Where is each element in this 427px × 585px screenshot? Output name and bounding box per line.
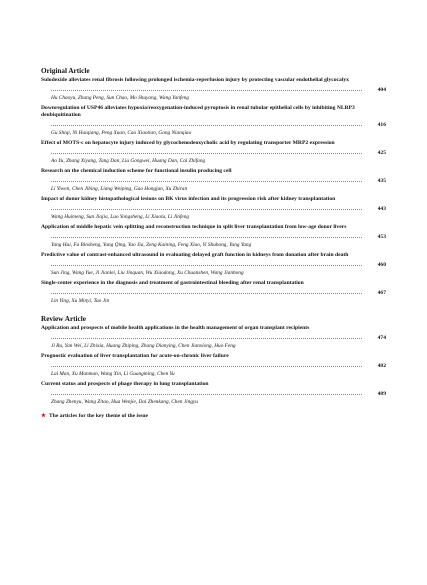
toc-entry[interactable] [41,140,386,165]
dot-leader [51,338,362,339]
article-title[interactable]: Current status and prospects of phage therapy in lung transplantation [41,381,209,387]
article-authors: Ao Yu, Zhang Xiyang, Tang Dan, Liu Gongwei, Huang Dan, Cai Zhifang [51,158,206,164]
article-title[interactable]: Research on the chemical induction scheme for functional insulin producing cell [41,168,232,174]
dot-leader [51,293,362,294]
article-authors: Ji Ru, Yan Wei, Li Zhixia, Huang Zhiping, Zhang Dianying, Chen Jianxiong, Huo Feng [51,343,236,349]
dot-leader [51,90,362,91]
toc-entry[interactable] [41,280,386,305]
page-number[interactable]: 425 [377,150,386,156]
table-of-contents [41,67,386,420]
page-row [41,390,386,399]
page-row [41,205,386,214]
toc-entry[interactable] [41,168,386,193]
page-number[interactable]: 489 [377,391,386,397]
page-row [41,177,386,186]
article-title[interactable]: Prognostic evaluation of liver transplantation for acute-on-chronic liver failure [41,353,229,359]
article-authors: Wang Huimeng, Sun Jiajia, Luo Yongsheng, Li Xiaolu, Li Jinfeng [51,214,190,220]
page-number[interactable]: 404 [377,87,386,93]
article-title[interactable]: Downregulation of USP46 alleviates hypoxia/reoxygenation-induced pyroptosis in renal tubular epithelial cells by inhibiting NLRP3 deubiquitination [41,105,355,118]
page-row [41,362,386,371]
article-authors: Lin Ying, Xu Minyi, Tao Jin [51,298,110,304]
page-row [41,86,386,95]
article-authors: Zhang Zhenyu, Wang Zitao, Hua Wenjie, Dai Zhenkang, Chen Jingyu [51,399,198,405]
page-row [41,334,386,343]
page-number[interactable]: 435 [377,178,386,184]
dot-leader [51,209,362,210]
dot-leader [51,237,362,238]
article-authors: Yang Hui, Fu Binsheng, Yang Qing, Yao Jia, Zeng Kaining, Feng Xiao, Yi Shuhong, Yang Yang [51,242,252,248]
toc-entry[interactable] [41,224,386,249]
dot-leader [51,265,362,266]
article-authors: Li Yiwen, Chen Jibing, Liang Weiping, Gao Hongjun, Xu Zhiran [51,186,188,192]
page-number[interactable]: 443 [377,206,386,212]
page-row [41,233,386,242]
article-title[interactable]: Application of middle hepatic vein splitting and reconstruction technique in split liver transplantation from low-age donor livers [41,224,347,230]
article-title[interactable]: Sulodexide alleviates renal fibrosis following prolonged ischemia-reperfusion injury by protecting vascular endothelial glycocalyx [41,77,349,83]
article-title[interactable]: Impact of donor kidney histopathological lesions on BK virus infection and its progression risk after kidney transplantation [41,196,336,202]
dot-leader [51,125,362,126]
page-row [41,289,386,298]
dot-leader [51,153,362,154]
article-authors: Lai Man, Xu Manman, Wang Xin, Li Guangming, Chen Yu [51,371,175,377]
page-row [41,261,386,270]
page-number[interactable]: 482 [377,363,386,369]
toc-entry[interactable] [41,381,386,406]
toc-entry[interactable] [41,196,386,221]
dot-leader [51,394,362,395]
toc-sections [41,67,386,406]
page-row [41,121,386,130]
page-number[interactable]: 460 [377,262,386,268]
section-heading: Review Article [41,315,86,323]
dot-leader [51,366,362,367]
key-theme-note-text: The articles for the key theme of the issue [49,413,149,419]
article-title[interactable]: Effect of MOTS-c on hepatocyte injury induced by glycochenodeoxycholic acid by regulating transporter MRP2 expression [41,140,335,146]
key-theme-note [41,412,378,420]
toc-entry[interactable] [41,325,386,350]
page-number[interactable]: 474 [377,335,386,341]
page-row [41,149,386,158]
section-heading: Original Article [41,67,90,75]
dot-leader [51,181,362,182]
article-title[interactable]: Predictive value of contrast-enhanced ultrasound in evaluating delayed graft function in kidneys from donation after brain death [41,252,349,258]
toc-entry[interactable] [41,252,386,277]
page-number[interactable]: 416 [377,122,386,128]
page-number[interactable]: 467 [377,290,386,296]
article-authors: Gu Shiqi, Ni Haiqiang, Peng Xuan, Cao Xiaotian, Gong Nianqiao [51,130,192,136]
article-title[interactable]: Application and prospects of mobile health applications in the health management of organ transplant recipients [41,325,310,331]
article-authors: Hu Chaoyu, Zhang Peng, Sun Chao, Mo Shuyong, Wang Yanfeng [51,95,190,101]
article-title[interactable]: Single-center experience in the diagnosis and treatment of gastrointestinal bleeding after renal transplantation [41,280,304,286]
toc-entry[interactable] [41,105,386,137]
page-number[interactable]: 453 [377,234,386,240]
toc-entry[interactable] [41,353,386,378]
article-authors: Sun Jing, Wang Yue, Ji Jianlei, Liu Jinquan, Wu Xiaodong, Xu Chuanshen, Wang Jianhong [51,270,244,276]
toc-entry[interactable] [41,77,386,102]
star-icon: ★ [41,413,47,419]
